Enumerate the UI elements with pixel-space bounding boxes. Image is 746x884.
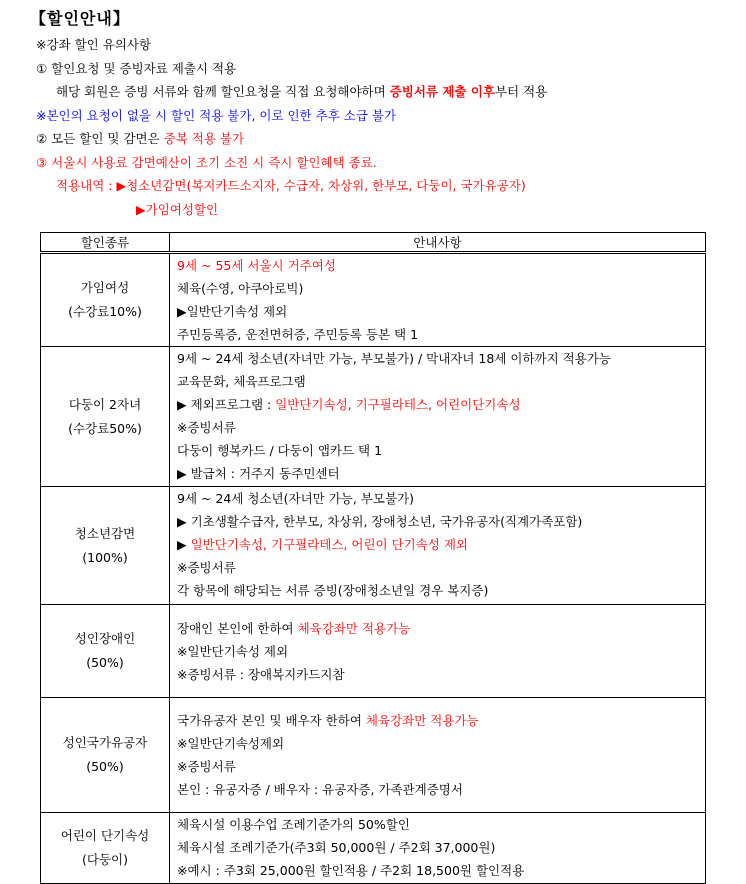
info-line — [177, 813, 705, 836]
info-line-text: ▶ 제외프로그램 : — [177, 397, 276, 412]
table-row — [41, 487, 706, 605]
note-item-1-detail-tail: 부터 적용 — [494, 84, 548, 99]
info-line-text: 9세 ~ 24세 청소년(자녀만 가능, 부모불가) / 막내자녀 18세 이하까지 적용가능 — [177, 351, 611, 366]
info-line-text: ※예시 : 주3회 25,000원 할인적용 / 주2회 18,500원 할인적용 — [177, 863, 525, 878]
info-line — [177, 836, 705, 859]
info-line-text: ▶ 발급처 : 거주지 동주민센터 — [177, 466, 340, 481]
note-item-1-detail-text: 해당 회원은 증빙 서류와 함께 할인요청을 직접 요청해야하며 — [56, 84, 390, 99]
note-item-2-text: ② 모든 할인 및 감면은 — [36, 131, 164, 146]
info-line — [177, 254, 705, 277]
info-line — [177, 617, 705, 640]
note-item-2 — [36, 127, 736, 151]
discount-kind-label: 청소년감면 — [74, 525, 136, 541]
discount-kind — [41, 698, 170, 813]
info-line-text: 다둥이 행복카드 / 다둥이 앱카드 택 1 — [177, 443, 383, 458]
discount-kind-label: 다둥이 2자녀 — [68, 396, 142, 412]
info-line — [177, 640, 705, 663]
discount-kind-label: (50%) — [86, 759, 124, 774]
info-line-text: ▶일반단기속성 제외 — [177, 304, 288, 319]
info-line-text: ※일반단기속성 제외 — [177, 643, 289, 659]
info-line-text: 9세 ~ 55세 서울시 거주여성 — [177, 258, 336, 273]
discount-notes — [36, 33, 736, 221]
info-line-text: 체육(수영, 아쿠아로빅) — [177, 281, 304, 296]
info-line — [177, 755, 705, 778]
discount-kind — [41, 813, 170, 884]
note-item-2-highlight: 중복 적용 불가 — [163, 131, 245, 146]
info-line-text: 주민등록증, 운전면허증, 주민등록 등본 택 1 — [177, 327, 419, 342]
discount-info — [170, 253, 706, 347]
discount-info — [170, 698, 706, 813]
info-line — [177, 487, 705, 510]
info-line-text: 체육시설 이용수업 조례기준가의 50%할인 — [177, 817, 410, 832]
table-row — [41, 605, 706, 698]
info-line-highlight: 일반단기속성, 기구필라테스, 어린이 단기속성 제외 — [190, 537, 469, 552]
info-line-text: ※증빙서류 : 장애복지카드지참 — [177, 666, 345, 682]
info-line-text: ※증빙서류 — [177, 560, 236, 575]
discount-kind-label: (수강료10%) — [68, 304, 142, 319]
discount-table — [40, 232, 706, 884]
info-line — [177, 462, 705, 485]
table-row — [41, 253, 706, 347]
info-line — [177, 533, 705, 556]
info-line-text: 국가유공자 본인 및 배우자 한하여 — [177, 713, 366, 728]
info-line-text: 체육시설 조례기준가(주3회 50,000원 / 주2회 37,000원) — [177, 840, 496, 855]
info-line-text: ※증빙서류 — [177, 759, 236, 774]
info-line — [177, 416, 705, 439]
discount-info — [170, 605, 706, 698]
discount-kind-label: (수강료50%) — [68, 420, 142, 436]
info-line — [177, 439, 705, 462]
discount-kind-label: (50%) — [86, 655, 124, 670]
info-line — [177, 300, 705, 323]
info-line-text: ▶ 기초생활수급자, 한부모, 차상위, 장애청소년, 국가유공자(직계가족포함) — [177, 514, 583, 529]
note-item-3: ③ 서울시 사용료 감면예산이 조기 소진 시 즉시 할인혜택 종료. — [36, 154, 377, 170]
info-line — [177, 556, 705, 579]
info-line — [177, 579, 705, 602]
header-kind: 할인종류 — [41, 233, 170, 253]
info-line — [177, 393, 705, 416]
discount-kind — [41, 605, 170, 698]
note-item-1-highlight: 증빙서류 제출 이후 — [389, 84, 495, 99]
info-line-text: 본인 : 유공자증 / 배우자 : 유공자증, 가족관계증명서 — [177, 782, 463, 797]
discount-kind-label: (100%) — [82, 549, 128, 565]
discount-kind-label: 어린이 단기속성 — [60, 828, 150, 843]
info-line — [177, 859, 705, 882]
info-line-text: ※증빙서류 — [177, 420, 236, 435]
info-line — [177, 323, 705, 346]
info-line — [177, 510, 705, 533]
discount-kind-label: 성인국가유공자 — [62, 735, 148, 750]
info-line — [177, 347, 705, 370]
discount-kind — [41, 487, 170, 605]
table-row — [41, 698, 706, 813]
table-row — [41, 813, 706, 884]
info-line — [177, 663, 705, 686]
discount-kind — [41, 253, 170, 347]
discount-kind-label: 성인장애인 — [74, 631, 136, 646]
info-line-highlight: 체육강좌만 적용가능 — [365, 713, 479, 728]
info-line — [177, 778, 705, 801]
table-row — [41, 347, 706, 487]
note-item-1: ① 할인요청 및 증빙자료 제출시 적용 — [36, 60, 237, 76]
note-item-1-detail — [36, 80, 736, 104]
discount-info — [170, 813, 706, 884]
caution-heading: ※강좌 할인 유의사항 — [36, 37, 152, 52]
info-line — [177, 277, 705, 300]
info-line — [177, 732, 705, 755]
info-line — [177, 709, 705, 732]
apply-line-2: ▶가임여성할인 — [136, 201, 219, 217]
header-info: 안내사항 — [170, 233, 706, 253]
apply-line-1: 적용내역 : ▶청소년감면(복지카드소지자, 수급자, 차상위, 한부모, 다둥이, 국가유공자) — [56, 178, 526, 193]
info-line-text: ▶ — [177, 537, 191, 552]
discount-info — [170, 347, 706, 487]
info-line-text: 장애인 본인에 한하여 — [177, 620, 298, 636]
table-header-row — [41, 233, 706, 253]
info-line-highlight: 체육강좌만 적용가능 — [297, 620, 411, 636]
page-title: 【할인안내】 — [30, 9, 130, 28]
blue-note: ※본인의 요청이 없을 시 할인 적용 불가, 이로 인한 추후 소급 불가 — [36, 107, 397, 123]
discount-kind-label: 가임여성 — [80, 280, 130, 295]
discount-kind — [41, 347, 170, 487]
discount-kind-label: (다둥이) — [82, 852, 128, 867]
info-line-text: 각 항목에 해당되는 서류 증빙(장애청소년일 경우 복지증) — [177, 583, 489, 598]
info-line-highlight: 일반단기속성, 기구필라테스, 어린이단기속성 — [275, 397, 521, 412]
info-line — [177, 370, 705, 393]
discount-info — [170, 487, 706, 605]
info-line-text: ※일반단기속성제외 — [177, 736, 285, 751]
info-line-text: 교육문화, 체육프로그램 — [177, 374, 306, 389]
info-line-text: 9세 ~ 24세 청소년(자녀만 가능, 부모불가) — [177, 491, 414, 506]
